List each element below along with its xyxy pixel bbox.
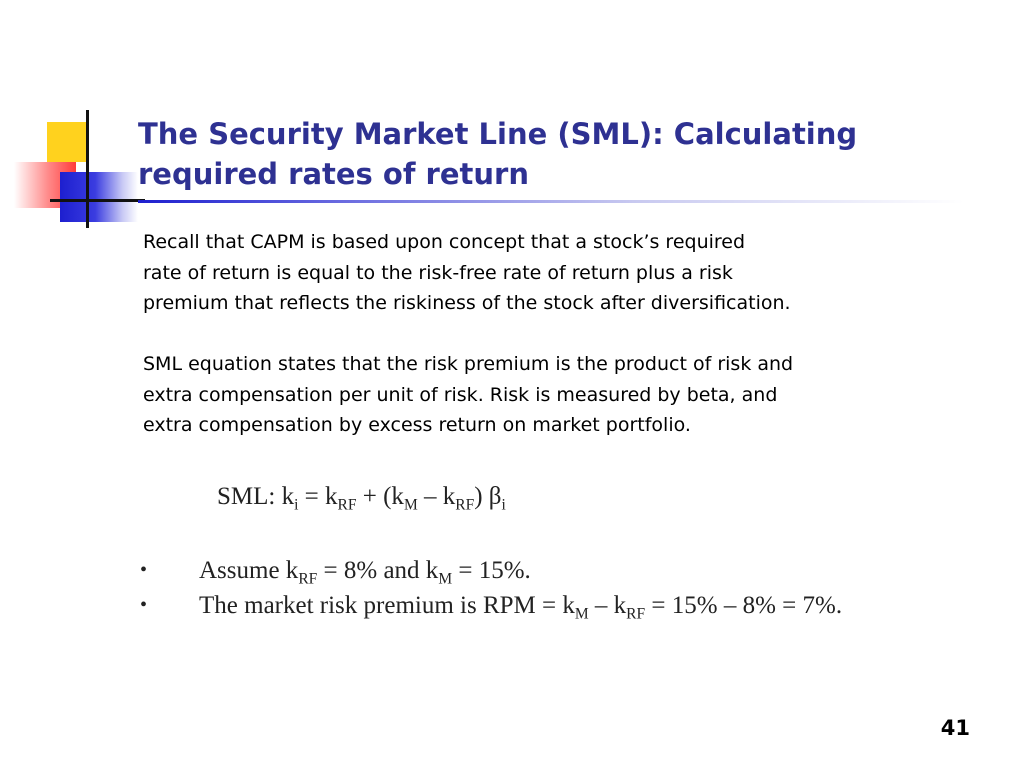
- slide-title: The Security Market Line (SML): Calculating required rates of return: [138, 117, 858, 191]
- bullet-item-market-risk-premium: • The market risk premium is RPM = $k_M - k_{RF} = 15\% - 8\% = 7\%$.: [140, 588, 842, 623]
- page-number: 41: [940, 716, 970, 740]
- bullet-item-assumption: • Assume $k_{RF} = 8\%$ and $k_M = 15\%$.: [140, 553, 842, 588]
- bullet-icon: •: [140, 594, 148, 616]
- bullet-icon: •: [140, 559, 148, 581]
- decor-horizontal-line: [50, 199, 145, 202]
- title-underline: [138, 200, 964, 203]
- sml-equation: SML: $k_i = k_{RF} + (k_M - k_{RF})$ $\beta_i$: [217, 483, 506, 514]
- decor-yellow-square: [47, 122, 87, 162]
- decor-blue-square: [60, 172, 138, 222]
- decor-vertical-line: [86, 110, 89, 228]
- bullet-list: [140, 553, 842, 623]
- paragraph-sml: SML equation states that the risk premium is the product of risk and extra compensation per unit of risk. Risk is measured by beta, and extra compensation by excess return on market portfolio.: [143, 353, 794, 436]
- paragraph-capm: Recall that CAPM is based upon concept that a stock’s required rate of return is equal to the risk-free rate of return plus a risk premium that reflects the riskiness of the stock after diversification.: [143, 231, 791, 314]
